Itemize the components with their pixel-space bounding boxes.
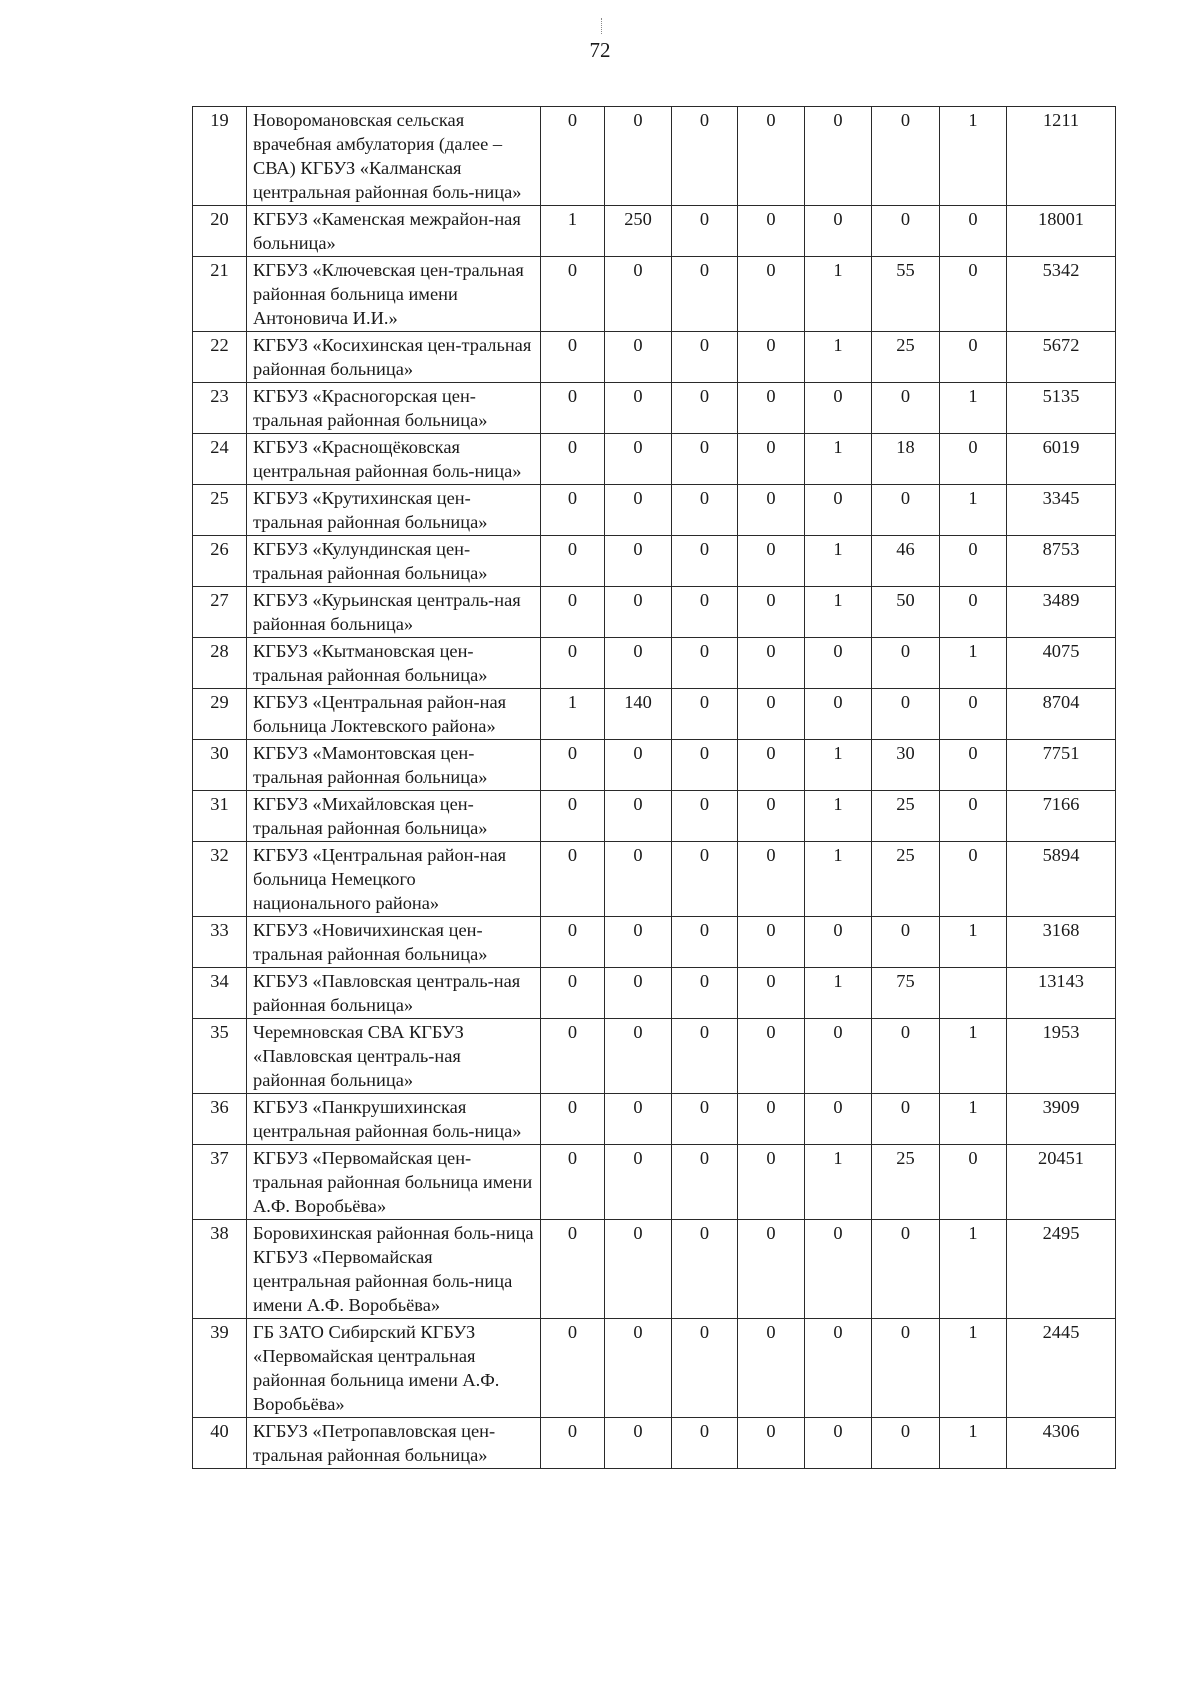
table-row bbox=[193, 1145, 1116, 1220]
value-cell-4: 0 bbox=[738, 206, 805, 257]
row-number: 21 bbox=[193, 257, 247, 332]
value-cell-4: 0 bbox=[738, 1145, 805, 1220]
value-cell-2: 0 bbox=[605, 257, 672, 332]
table-row bbox=[193, 740, 1116, 791]
value-cell-1: 0 bbox=[541, 791, 605, 842]
value-cell-7: 1 bbox=[940, 1319, 1007, 1418]
value-cell-8: 2445 bbox=[1007, 1319, 1116, 1418]
value-cell-5: 0 bbox=[805, 1319, 872, 1418]
value-cell-3: 0 bbox=[672, 1094, 738, 1145]
value-cell-4: 0 bbox=[738, 689, 805, 740]
row-number: 38 bbox=[193, 1220, 247, 1319]
value-cell-5: 1 bbox=[805, 587, 872, 638]
value-cell-6: 30 bbox=[872, 740, 940, 791]
value-cell-2: 0 bbox=[605, 1019, 672, 1094]
value-cell-7 bbox=[940, 968, 1007, 1019]
page-number: 72 bbox=[589, 38, 611, 62]
value-cell-1: 0 bbox=[541, 536, 605, 587]
value-cell-3: 0 bbox=[672, 257, 738, 332]
value-cell-6: 55 bbox=[872, 257, 940, 332]
value-cell-8: 5135 bbox=[1007, 383, 1116, 434]
value-cell-3: 0 bbox=[672, 1418, 738, 1469]
value-cell-2: 0 bbox=[605, 536, 672, 587]
value-cell-2: 0 bbox=[605, 740, 672, 791]
value-cell-4: 0 bbox=[738, 740, 805, 791]
value-cell-1: 1 bbox=[541, 689, 605, 740]
value-cell-8: 5342 bbox=[1007, 257, 1116, 332]
institution-name: КГБУЗ «Крутихинская цен-тральная районная больница» bbox=[247, 485, 541, 536]
value-cell-6: 25 bbox=[872, 332, 940, 383]
row-number: 33 bbox=[193, 917, 247, 968]
value-cell-5: 1 bbox=[805, 536, 872, 587]
scan-mark bbox=[601, 18, 602, 34]
value-cell-7: 1 bbox=[940, 1418, 1007, 1469]
value-cell-6: 25 bbox=[872, 1145, 940, 1220]
table-row bbox=[193, 257, 1116, 332]
value-cell-7: 0 bbox=[940, 257, 1007, 332]
value-cell-4: 0 bbox=[738, 842, 805, 917]
institution-name: КГБУЗ «Петропавловская цен-тральная районная больница» bbox=[247, 1418, 541, 1469]
value-cell-3: 0 bbox=[672, 791, 738, 842]
value-cell-6: 0 bbox=[872, 1094, 940, 1145]
value-cell-5: 1 bbox=[805, 968, 872, 1019]
value-cell-2: 250 bbox=[605, 206, 672, 257]
institution-name: КГБУЗ «Михайловская цен-тральная районная больница» bbox=[247, 791, 541, 842]
table-row bbox=[193, 536, 1116, 587]
value-cell-7: 1 bbox=[940, 1019, 1007, 1094]
value-cell-3: 0 bbox=[672, 689, 738, 740]
value-cell-4: 0 bbox=[738, 1094, 805, 1145]
value-cell-8: 5894 bbox=[1007, 842, 1116, 917]
value-cell-6: 0 bbox=[872, 638, 940, 689]
value-cell-5: 0 bbox=[805, 1019, 872, 1094]
value-cell-3: 0 bbox=[672, 1220, 738, 1319]
table-row bbox=[193, 1418, 1116, 1469]
value-cell-2: 0 bbox=[605, 434, 672, 485]
value-cell-8: 8704 bbox=[1007, 689, 1116, 740]
value-cell-2: 0 bbox=[605, 587, 672, 638]
value-cell-1: 0 bbox=[541, 1094, 605, 1145]
value-cell-8: 6019 bbox=[1007, 434, 1116, 485]
institution-name: КГБУЗ «Центральная район-ная больница Локтевского района» bbox=[247, 689, 541, 740]
row-number: 23 bbox=[193, 383, 247, 434]
value-cell-6: 0 bbox=[872, 383, 940, 434]
institution-name: КГБУЗ «Панкрушихинская центральная районная боль-ница» bbox=[247, 1094, 541, 1145]
value-cell-3: 0 bbox=[672, 1019, 738, 1094]
value-cell-3: 0 bbox=[672, 1145, 738, 1220]
value-cell-6: 0 bbox=[872, 917, 940, 968]
value-cell-4: 0 bbox=[738, 434, 805, 485]
value-cell-1: 0 bbox=[541, 1418, 605, 1469]
value-cell-3: 0 bbox=[672, 587, 738, 638]
value-cell-7: 0 bbox=[940, 332, 1007, 383]
value-cell-7: 0 bbox=[940, 740, 1007, 791]
value-cell-7: 1 bbox=[940, 1220, 1007, 1319]
value-cell-2: 0 bbox=[605, 485, 672, 536]
value-cell-8: 3345 bbox=[1007, 485, 1116, 536]
value-cell-6: 25 bbox=[872, 791, 940, 842]
row-number: 26 bbox=[193, 536, 247, 587]
value-cell-4: 0 bbox=[738, 1319, 805, 1418]
value-cell-2: 0 bbox=[605, 1418, 672, 1469]
value-cell-1: 0 bbox=[541, 638, 605, 689]
value-cell-4: 0 bbox=[738, 536, 805, 587]
value-cell-5: 0 bbox=[805, 689, 872, 740]
value-cell-1: 0 bbox=[541, 434, 605, 485]
row-number: 20 bbox=[193, 206, 247, 257]
value-cell-5: 1 bbox=[805, 332, 872, 383]
value-cell-4: 0 bbox=[738, 968, 805, 1019]
value-cell-5: 0 bbox=[805, 206, 872, 257]
value-cell-8: 5672 bbox=[1007, 332, 1116, 383]
value-cell-6: 0 bbox=[872, 1418, 940, 1469]
value-cell-8: 1953 bbox=[1007, 1019, 1116, 1094]
value-cell-7: 1 bbox=[940, 917, 1007, 968]
row-number: 25 bbox=[193, 485, 247, 536]
value-cell-2: 0 bbox=[605, 842, 672, 917]
value-cell-7: 1 bbox=[940, 1094, 1007, 1145]
value-cell-2: 0 bbox=[605, 1145, 672, 1220]
value-cell-4: 0 bbox=[738, 383, 805, 434]
value-cell-6: 46 bbox=[872, 536, 940, 587]
value-cell-8: 7751 bbox=[1007, 740, 1116, 791]
value-cell-1: 0 bbox=[541, 257, 605, 332]
value-cell-8: 3909 bbox=[1007, 1094, 1116, 1145]
table-row bbox=[193, 434, 1116, 485]
table-row bbox=[193, 638, 1116, 689]
value-cell-5: 0 bbox=[805, 1220, 872, 1319]
row-number: 31 bbox=[193, 791, 247, 842]
row-number: 29 bbox=[193, 689, 247, 740]
value-cell-2: 0 bbox=[605, 1319, 672, 1418]
table-body bbox=[193, 107, 1116, 1469]
table-row bbox=[193, 383, 1116, 434]
institution-name: КГБУЗ «Курьинская централь-ная районная больница» bbox=[247, 587, 541, 638]
value-cell-1: 0 bbox=[541, 485, 605, 536]
row-number: 22 bbox=[193, 332, 247, 383]
value-cell-7: 0 bbox=[940, 842, 1007, 917]
value-cell-5: 0 bbox=[805, 107, 872, 206]
value-cell-1: 1 bbox=[541, 206, 605, 257]
value-cell-4: 0 bbox=[738, 1418, 805, 1469]
value-cell-7: 0 bbox=[940, 587, 1007, 638]
table-row bbox=[193, 689, 1116, 740]
institution-name: КГБУЗ «Центральная район-ная больница Немецкого национального района» bbox=[247, 842, 541, 917]
value-cell-7: 0 bbox=[940, 536, 1007, 587]
value-cell-7: 1 bbox=[940, 485, 1007, 536]
value-cell-4: 0 bbox=[738, 107, 805, 206]
row-number: 24 bbox=[193, 434, 247, 485]
value-cell-3: 0 bbox=[672, 968, 738, 1019]
value-cell-1: 0 bbox=[541, 332, 605, 383]
value-cell-4: 0 bbox=[738, 332, 805, 383]
value-cell-6: 0 bbox=[872, 206, 940, 257]
institution-name: КГБУЗ «Кытмановская цен-тральная районная больница» bbox=[247, 638, 541, 689]
institution-name: КГБУЗ «Краснощёковская центральная районная боль-ница» bbox=[247, 434, 541, 485]
value-cell-1: 0 bbox=[541, 740, 605, 791]
value-cell-6: 0 bbox=[872, 689, 940, 740]
value-cell-8: 8753 bbox=[1007, 536, 1116, 587]
value-cell-2: 0 bbox=[605, 107, 672, 206]
institution-name: КГБУЗ «Косихинская цен-тральная районная больница» bbox=[247, 332, 541, 383]
value-cell-4: 0 bbox=[738, 917, 805, 968]
value-cell-7: 0 bbox=[940, 206, 1007, 257]
value-cell-7: 0 bbox=[940, 791, 1007, 842]
row-number: 36 bbox=[193, 1094, 247, 1145]
value-cell-6: 0 bbox=[872, 1220, 940, 1319]
value-cell-2: 140 bbox=[605, 689, 672, 740]
value-cell-6: 25 bbox=[872, 842, 940, 917]
institution-name: Черемновская СВА КГБУЗ «Павловская централь-ная районная больница» bbox=[247, 1019, 541, 1094]
value-cell-8: 20451 bbox=[1007, 1145, 1116, 1220]
row-number: 34 bbox=[193, 968, 247, 1019]
value-cell-4: 0 bbox=[738, 1220, 805, 1319]
value-cell-4: 0 bbox=[738, 257, 805, 332]
value-cell-7: 1 bbox=[940, 638, 1007, 689]
value-cell-5: 0 bbox=[805, 917, 872, 968]
row-number: 28 bbox=[193, 638, 247, 689]
row-number: 39 bbox=[193, 1319, 247, 1418]
value-cell-1: 0 bbox=[541, 1220, 605, 1319]
value-cell-6: 0 bbox=[872, 107, 940, 206]
value-cell-2: 0 bbox=[605, 638, 672, 689]
row-number: 32 bbox=[193, 842, 247, 917]
value-cell-4: 0 bbox=[738, 638, 805, 689]
institution-name: КГБУЗ «Кулундинская цен-тральная районная больница» bbox=[247, 536, 541, 587]
institution-name: КГБУЗ «Ключевская цен-тральная районная больница имени Антоновича И.И.» bbox=[247, 257, 541, 332]
table-row bbox=[193, 332, 1116, 383]
institution-name: КГБУЗ «Мамонтовская цен-тральная районная больница» bbox=[247, 740, 541, 791]
value-cell-5: 1 bbox=[805, 434, 872, 485]
value-cell-5: 0 bbox=[805, 1418, 872, 1469]
value-cell-8: 18001 bbox=[1007, 206, 1116, 257]
value-cell-1: 0 bbox=[541, 917, 605, 968]
table-row bbox=[193, 968, 1116, 1019]
institution-name: КГБУЗ «Красногорская цен-тральная районная больница» bbox=[247, 383, 541, 434]
table-row bbox=[193, 842, 1116, 917]
value-cell-1: 0 bbox=[541, 587, 605, 638]
value-cell-2: 0 bbox=[605, 1094, 672, 1145]
value-cell-8: 3489 bbox=[1007, 587, 1116, 638]
value-cell-6: 75 bbox=[872, 968, 940, 1019]
table-row bbox=[193, 1319, 1116, 1418]
value-cell-1: 0 bbox=[541, 107, 605, 206]
row-number: 30 bbox=[193, 740, 247, 791]
value-cell-5: 1 bbox=[805, 842, 872, 917]
value-cell-5: 0 bbox=[805, 638, 872, 689]
institution-name: ГБ ЗАТО Сибирский КГБУЗ «Первомайская центральная районная больница имени А.Ф. Воробьёва» bbox=[247, 1319, 541, 1418]
value-cell-2: 0 bbox=[605, 383, 672, 434]
value-cell-5: 1 bbox=[805, 791, 872, 842]
value-cell-3: 0 bbox=[672, 107, 738, 206]
value-cell-7: 1 bbox=[940, 107, 1007, 206]
value-cell-7: 0 bbox=[940, 434, 1007, 485]
value-cell-5: 0 bbox=[805, 485, 872, 536]
institution-name: Новоромановская сельская врачебная амбулатория (далее – СВА) КГБУЗ «Калманская центральная районная боль-ница» bbox=[247, 107, 541, 206]
value-cell-3: 0 bbox=[672, 383, 738, 434]
value-cell-3: 0 bbox=[672, 1319, 738, 1418]
value-cell-3: 0 bbox=[672, 536, 738, 587]
value-cell-8: 1211 bbox=[1007, 107, 1116, 206]
row-number: 37 bbox=[193, 1145, 247, 1220]
value-cell-3: 0 bbox=[672, 206, 738, 257]
institution-name: КГБУЗ «Павловская централь-ная районная больница» bbox=[247, 968, 541, 1019]
institution-name: КГБУЗ «Первомайская цен-тральная районная больница имени А.Ф. Воробьёва» bbox=[247, 1145, 541, 1220]
row-number: 40 bbox=[193, 1418, 247, 1469]
institution-name: КГБУЗ «Каменская межрайон-ная больница» bbox=[247, 206, 541, 257]
row-number: 35 bbox=[193, 1019, 247, 1094]
value-cell-1: 0 bbox=[541, 968, 605, 1019]
table-row bbox=[193, 1094, 1116, 1145]
table-row bbox=[193, 485, 1116, 536]
value-cell-3: 0 bbox=[672, 485, 738, 536]
value-cell-5: 0 bbox=[805, 383, 872, 434]
row-number: 27 bbox=[193, 587, 247, 638]
institution-name: КГБУЗ «Новичихинская цен-тральная районная больница» bbox=[247, 917, 541, 968]
value-cell-7: 1 bbox=[940, 383, 1007, 434]
value-cell-3: 0 bbox=[672, 638, 738, 689]
value-cell-3: 0 bbox=[672, 332, 738, 383]
table-row bbox=[193, 107, 1116, 206]
value-cell-2: 0 bbox=[605, 1220, 672, 1319]
value-cell-7: 0 bbox=[940, 689, 1007, 740]
value-cell-3: 0 bbox=[672, 917, 738, 968]
table-row bbox=[193, 1019, 1116, 1094]
value-cell-6: 0 bbox=[872, 1019, 940, 1094]
value-cell-1: 0 bbox=[541, 1145, 605, 1220]
value-cell-1: 0 bbox=[541, 842, 605, 917]
table-row bbox=[193, 587, 1116, 638]
institution-name: Боровихинская районная боль-ница КГБУЗ «Первомайская центральная районная боль-ница имени А.Ф. Воробьёва» bbox=[247, 1220, 541, 1319]
table-row bbox=[193, 917, 1116, 968]
value-cell-6: 0 bbox=[872, 485, 940, 536]
value-cell-6: 50 bbox=[872, 587, 940, 638]
value-cell-1: 0 bbox=[541, 383, 605, 434]
value-cell-4: 0 bbox=[738, 791, 805, 842]
value-cell-4: 0 bbox=[738, 485, 805, 536]
value-cell-8: 3168 bbox=[1007, 917, 1116, 968]
value-cell-1: 0 bbox=[541, 1019, 605, 1094]
value-cell-8: 4306 bbox=[1007, 1418, 1116, 1469]
value-cell-3: 0 bbox=[672, 740, 738, 791]
value-cell-6: 18 bbox=[872, 434, 940, 485]
table-row bbox=[193, 791, 1116, 842]
value-cell-3: 0 bbox=[672, 434, 738, 485]
value-cell-2: 0 bbox=[605, 791, 672, 842]
row-number: 19 bbox=[193, 107, 247, 206]
value-cell-8: 4075 bbox=[1007, 638, 1116, 689]
value-cell-6: 0 bbox=[872, 1319, 940, 1418]
value-cell-8: 7166 bbox=[1007, 791, 1116, 842]
value-cell-3: 0 bbox=[672, 842, 738, 917]
table-row bbox=[193, 1220, 1116, 1319]
value-cell-1: 0 bbox=[541, 1319, 605, 1418]
hospital-table bbox=[192, 106, 1116, 1469]
value-cell-2: 0 bbox=[605, 917, 672, 968]
value-cell-8: 13143 bbox=[1007, 968, 1116, 1019]
value-cell-8: 2495 bbox=[1007, 1220, 1116, 1319]
value-cell-4: 0 bbox=[738, 1019, 805, 1094]
value-cell-7: 0 bbox=[940, 1145, 1007, 1220]
value-cell-5: 0 bbox=[805, 1094, 872, 1145]
value-cell-2: 0 bbox=[605, 968, 672, 1019]
table-row bbox=[193, 206, 1116, 257]
value-cell-5: 1 bbox=[805, 1145, 872, 1220]
value-cell-2: 0 bbox=[605, 332, 672, 383]
value-cell-5: 1 bbox=[805, 257, 872, 332]
value-cell-5: 1 bbox=[805, 740, 872, 791]
value-cell-4: 0 bbox=[738, 587, 805, 638]
